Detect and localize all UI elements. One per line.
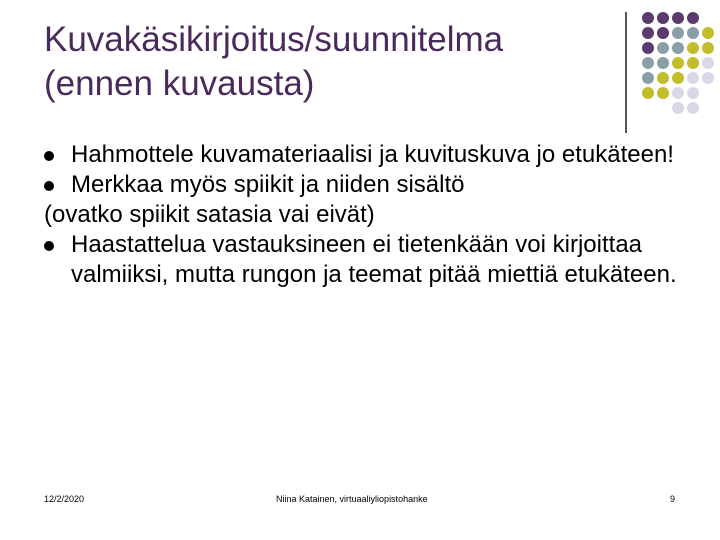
bullet-dot-icon [44, 181, 54, 191]
decorative-dot-grid [641, 11, 717, 119]
bullet-item [44, 170, 694, 200]
slide-title [44, 18, 624, 106]
decorative-divider [625, 12, 627, 133]
bullet-text: Hahmottele kuvamateriaalisi ja kuvituskuva jo etukäteen! [71, 141, 674, 168]
bullet-dot-icon [44, 151, 54, 161]
footer-author: Niina Katainen, virtuaaliyliopistohanke [276, 494, 428, 504]
plain-text-line: (ovatko spiikit satasia vai eivät) [44, 201, 375, 228]
slide-content [44, 140, 694, 290]
title-line-2: (ennen kuvausta) [44, 64, 315, 103]
bullet-dot-icon [44, 241, 54, 251]
bullet-item [44, 230, 694, 290]
bullet-text: Haastattelua vastauksineen ei tietenkään voi kirjoittaa valmiiksi, mutta rungon ja teemat pitää miettiä etukäteen. [71, 231, 677, 288]
footer-page-number: 9 [670, 494, 676, 504]
bullet-text: Merkkaa myös spiikit ja niiden sisältö [71, 171, 465, 198]
footer-date: 12/2/2020 [44, 494, 85, 504]
title-line-1: Kuvakäsikirjoitus/suunnitelma [44, 20, 504, 59]
bullet-item [44, 140, 694, 170]
